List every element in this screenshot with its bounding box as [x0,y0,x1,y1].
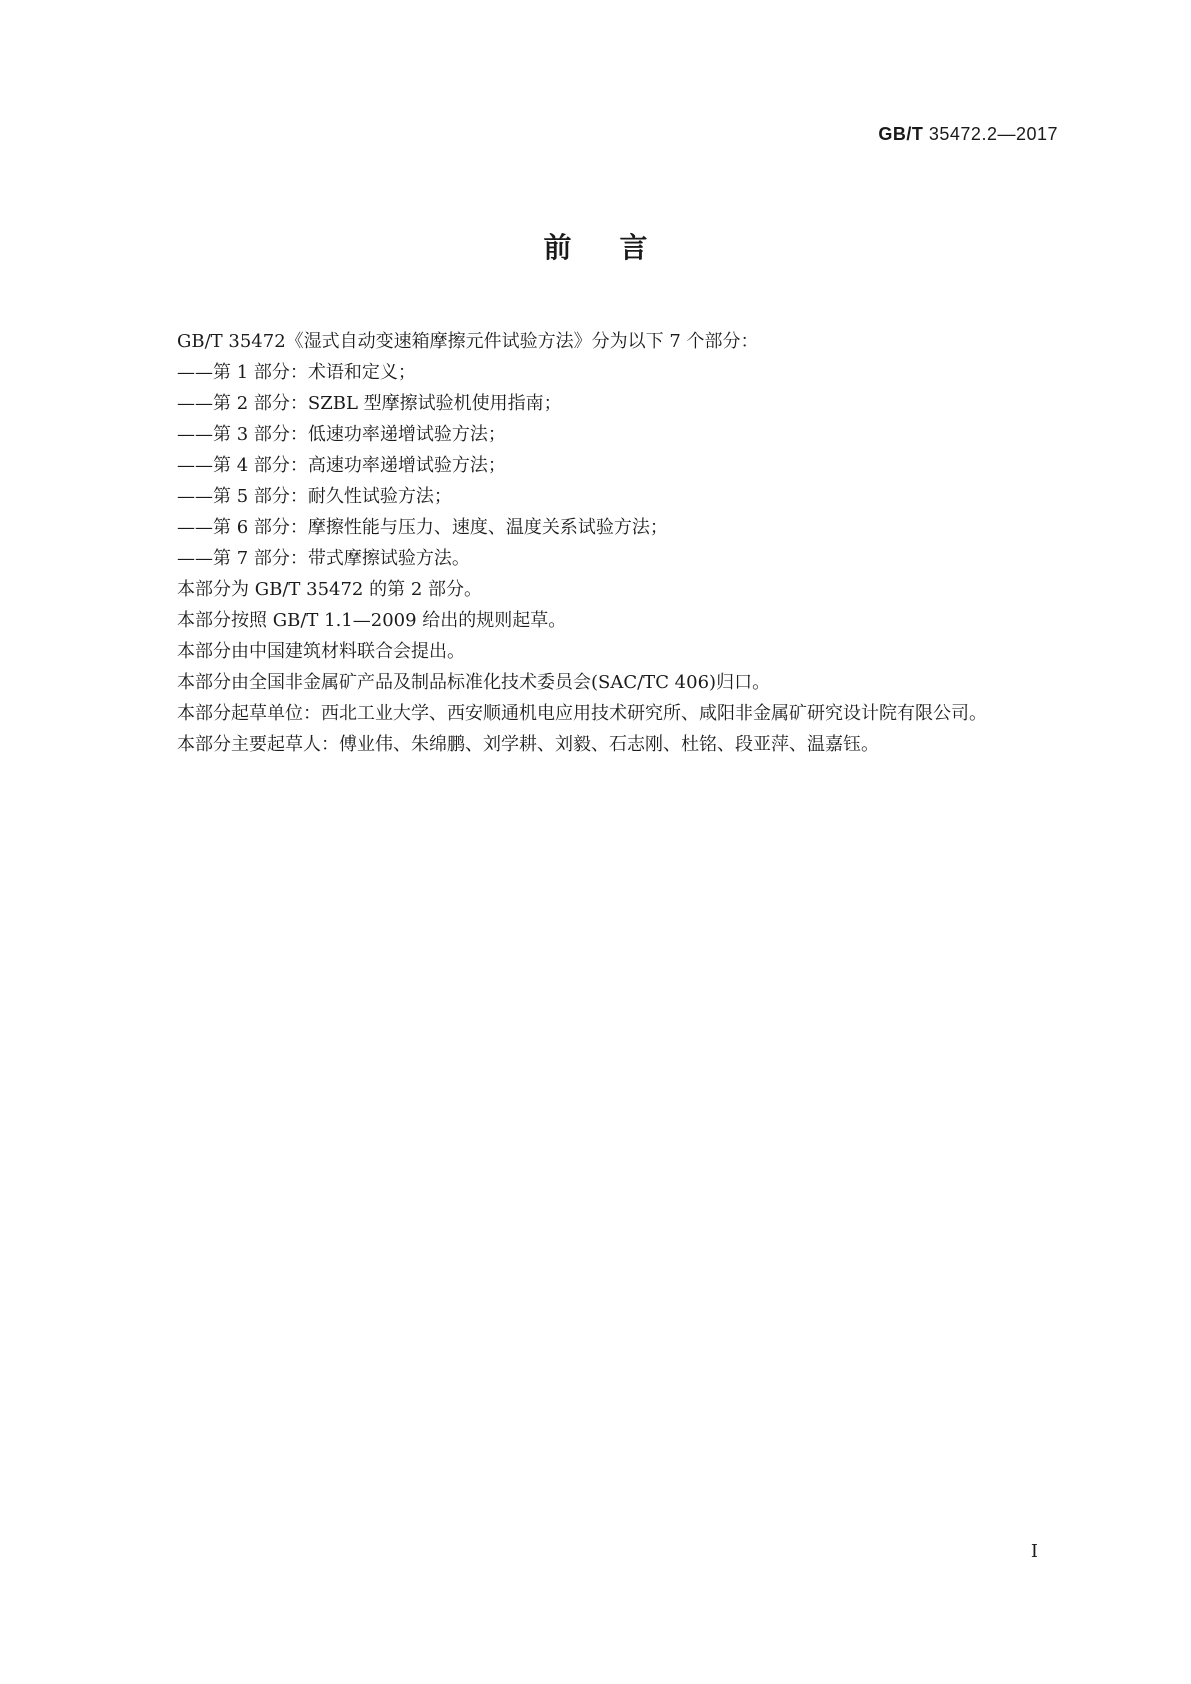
body-paragraph: 本部分按照 GB/T 1.1—2009 给出的规则起草。 [177,610,567,631]
page-title: 前言 [543,231,696,264]
standard-prefix: GB/T [878,124,924,144]
body-paragraph: 本部分由中国建筑材料联合会提出。 [177,641,465,662]
standard-code [878,124,1058,145]
drafters-paragraph: 本部分主要起草人：傅业伟、朱绵鹏、刘学耕、刘毅、石志刚、杜铭、段亚萍、温嘉钰。 [177,734,879,755]
foreword-body [135,326,1059,760]
body-paragraph: 本部分由全国非金属矿产品及制品标准化技术委员会(SAC/TC 406)归口。 [177,672,771,693]
part-list-item: ——第 6 部分：摩擦性能与压力、速度、温度关系试验方法； [177,517,668,538]
part-list-item: ——第 3 部分：低速功率递增试验方法； [177,424,506,445]
part-list-item: ——第 2 部分：SZBL 型摩擦试验机使用指南； [177,393,562,414]
page-number: I [1030,1541,1038,1562]
part-list-item: ——第 4 部分：高速功率递增试验方法； [177,455,506,476]
part-list-item: ——第 7 部分：带式摩擦试验方法。 [177,548,470,569]
intro-paragraph: GB/T 35472《湿式自动变速箱摩擦元件试验方法》分为以下 7 个部分： [177,331,759,352]
drafting-units-paragraph: 本部分起草单位：西北工业大学、西安顺通机电应用技术研究所、咸阳非金属矿研究设计院有限公司。 [177,703,987,724]
standard-number: 35472.2—2017 [923,124,1058,144]
part-list-item: ——第 5 部分：耐久性试验方法； [177,486,452,507]
body-paragraph: 本部分为 GB/T 35472 的第 2 部分。 [177,579,482,600]
part-list-item: ——第 1 部分：术语和定义； [177,362,416,383]
